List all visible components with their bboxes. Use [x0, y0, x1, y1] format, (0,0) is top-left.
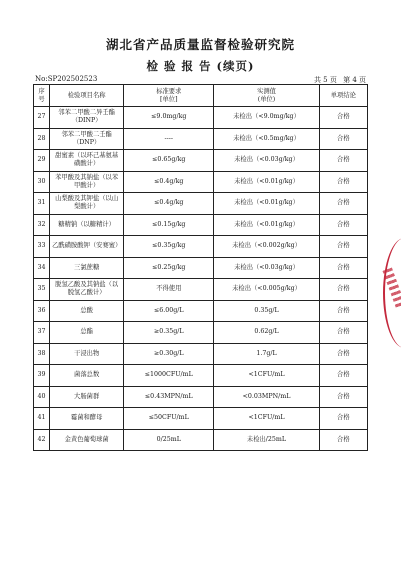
item-name: 邻苯二甲酸二异壬酯（DINP） [50, 107, 124, 129]
standard-requirement: ≥0.35g/L [124, 322, 214, 344]
current-page: 第 4 页 [343, 76, 366, 84]
standard-requirement: ≤0.15g/kg [124, 214, 214, 236]
standard-requirement: ≤0.43MPN/mL [124, 386, 214, 408]
standard-requirement: ≤0.25g/kg [124, 257, 214, 279]
item-name: 霉菌和酵母 [50, 408, 124, 430]
standard-requirement: ≤1000CFU/mL [124, 365, 214, 387]
measured-value: 未检出（<0.01g/kg） [214, 171, 319, 193]
standard-requirement: ≤0.4g/kg [124, 171, 214, 193]
item-name: 糖精钠（以糖精计） [50, 214, 124, 236]
row-number: 37 [34, 322, 50, 344]
conclusion: 合格 [319, 386, 367, 408]
conclusion: 合格 [319, 128, 367, 150]
table-row [34, 107, 368, 129]
inspection-table [33, 84, 368, 451]
conclusion: 合格 [319, 408, 367, 430]
standard-requirement: ≤9.0mg/kg [124, 107, 214, 129]
item-name: 苯甲酸及其钠盐（以苯甲酸计） [50, 171, 124, 193]
conclusion: 合格 [319, 171, 367, 193]
table-row [34, 365, 368, 387]
measured-value: 未检出（<9.0mg/kg） [214, 107, 319, 129]
measured-value: <1CFU/mL [214, 365, 319, 387]
standard-requirement: ≤6.00g/L [124, 300, 214, 322]
conclusion: 合格 [319, 236, 367, 258]
standard-requirement: ≤0.4g/kg [124, 193, 214, 215]
table-row [34, 408, 368, 430]
row-number: 38 [34, 343, 50, 365]
measured-value: 1.7g/L [214, 343, 319, 365]
item-name: 邻苯二甲酸二壬酯（DNP） [50, 128, 124, 150]
row-number: 40 [34, 386, 50, 408]
standard-requirement: 不得使用 [124, 279, 214, 301]
table-row [34, 171, 368, 193]
standard-requirement: ---- [124, 128, 214, 150]
report-title: 检 验 报 告 (续页) [146, 59, 255, 73]
conclusion: 合格 [319, 279, 367, 301]
table-row [34, 128, 368, 150]
institute-title: 湖北省产品质量监督检验研究院 [105, 37, 295, 52]
row-number: 32 [34, 214, 50, 236]
header-no: 序号 [34, 85, 50, 107]
measured-value: 0.62g/L [214, 322, 319, 344]
conclusion: 合格 [319, 214, 367, 236]
report-number: No:SP202502523 [35, 75, 98, 83]
item-name: 三氯蔗糖 [50, 257, 124, 279]
table-row [34, 322, 368, 344]
conclusion: 合格 [319, 322, 367, 344]
standard-requirement: 0/25mL [124, 429, 214, 451]
item-name: 干浸出物 [50, 343, 124, 365]
row-number: 34 [34, 257, 50, 279]
item-name: 金黄色葡萄球菌 [50, 429, 124, 451]
measured-value: 未检出（<0.01g/kg） [214, 214, 319, 236]
row-number: 27 [34, 107, 50, 129]
header-conclusion: 单项结论 [319, 85, 367, 107]
header-item: 检验项目名称 [50, 85, 124, 107]
measured-value: <0.03MPN/mL [214, 386, 319, 408]
table-row [34, 343, 368, 365]
conclusion: 合格 [319, 343, 367, 365]
item-name: 总酸 [50, 300, 124, 322]
measured-value: 未检出（<0.005g/kg） [214, 279, 319, 301]
measured-value: 未检出（<0.01g/kg） [214, 193, 319, 215]
table-row [34, 193, 368, 215]
standard-requirement: ≤0.65g/kg [124, 150, 214, 172]
header-standard: 标准要求 [单位] [124, 85, 214, 107]
standard-requirement: ≤0.35g/kg [124, 236, 214, 258]
table-row [34, 150, 368, 172]
item-name: 大肠菌群 [50, 386, 124, 408]
row-number: 36 [34, 300, 50, 322]
conclusion: 合格 [319, 365, 367, 387]
measured-value: <1CFU/mL [214, 408, 319, 430]
item-name: 乙酰磺胺酸钾（安赛蜜） [50, 236, 124, 258]
table-row [34, 429, 368, 451]
table-row [34, 279, 368, 301]
measured-value: 未检出（<0.5mg/kg） [214, 128, 319, 150]
item-name: 总酯 [50, 322, 124, 344]
row-number: 41 [34, 408, 50, 430]
item-name: 甜蜜素（以环己基氨基磺酸计） [50, 150, 124, 172]
conclusion: 合格 [319, 150, 367, 172]
table-row [34, 214, 368, 236]
row-number: 33 [34, 236, 50, 258]
row-number: 30 [34, 171, 50, 193]
header-result: 实测值 (单位) [214, 85, 319, 107]
conclusion: 合格 [319, 257, 367, 279]
item-name: 山梨酸及其钾盐（以山梨酸计） [50, 193, 124, 215]
row-number: 28 [34, 128, 50, 150]
item-name: 菌落总数 [50, 365, 124, 387]
measured-value: 未检出（<0.03g/kg） [214, 150, 319, 172]
measured-value: 未检出（<0.03g/kg） [214, 257, 319, 279]
row-number: 35 [34, 279, 50, 301]
row-number: 39 [34, 365, 50, 387]
row-number: 31 [34, 193, 50, 215]
table-row [34, 300, 368, 322]
item-name: 脱氢乙酸及其钠盐（以脱氢乙酸计） [50, 279, 124, 301]
measured-value: 未检出（<0.002g/kg） [214, 236, 319, 258]
total-pages: 共 5 页 [313, 76, 337, 84]
row-number: 42 [34, 429, 50, 451]
table-row [34, 386, 368, 408]
table-row [34, 236, 368, 258]
measured-value: 未检出/25mL [214, 429, 319, 451]
table-header-row [34, 85, 368, 107]
conclusion: 合格 [319, 193, 367, 215]
standard-requirement: ≤50CFU/mL [124, 408, 214, 430]
conclusion: 合格 [319, 429, 367, 451]
conclusion: 合格 [319, 107, 367, 129]
measured-value: 0.35g/L [214, 300, 319, 322]
row-number: 29 [34, 150, 50, 172]
table-row [34, 257, 368, 279]
conclusion: 合格 [319, 300, 367, 322]
standard-requirement: ≥0.30g/L [124, 343, 214, 365]
